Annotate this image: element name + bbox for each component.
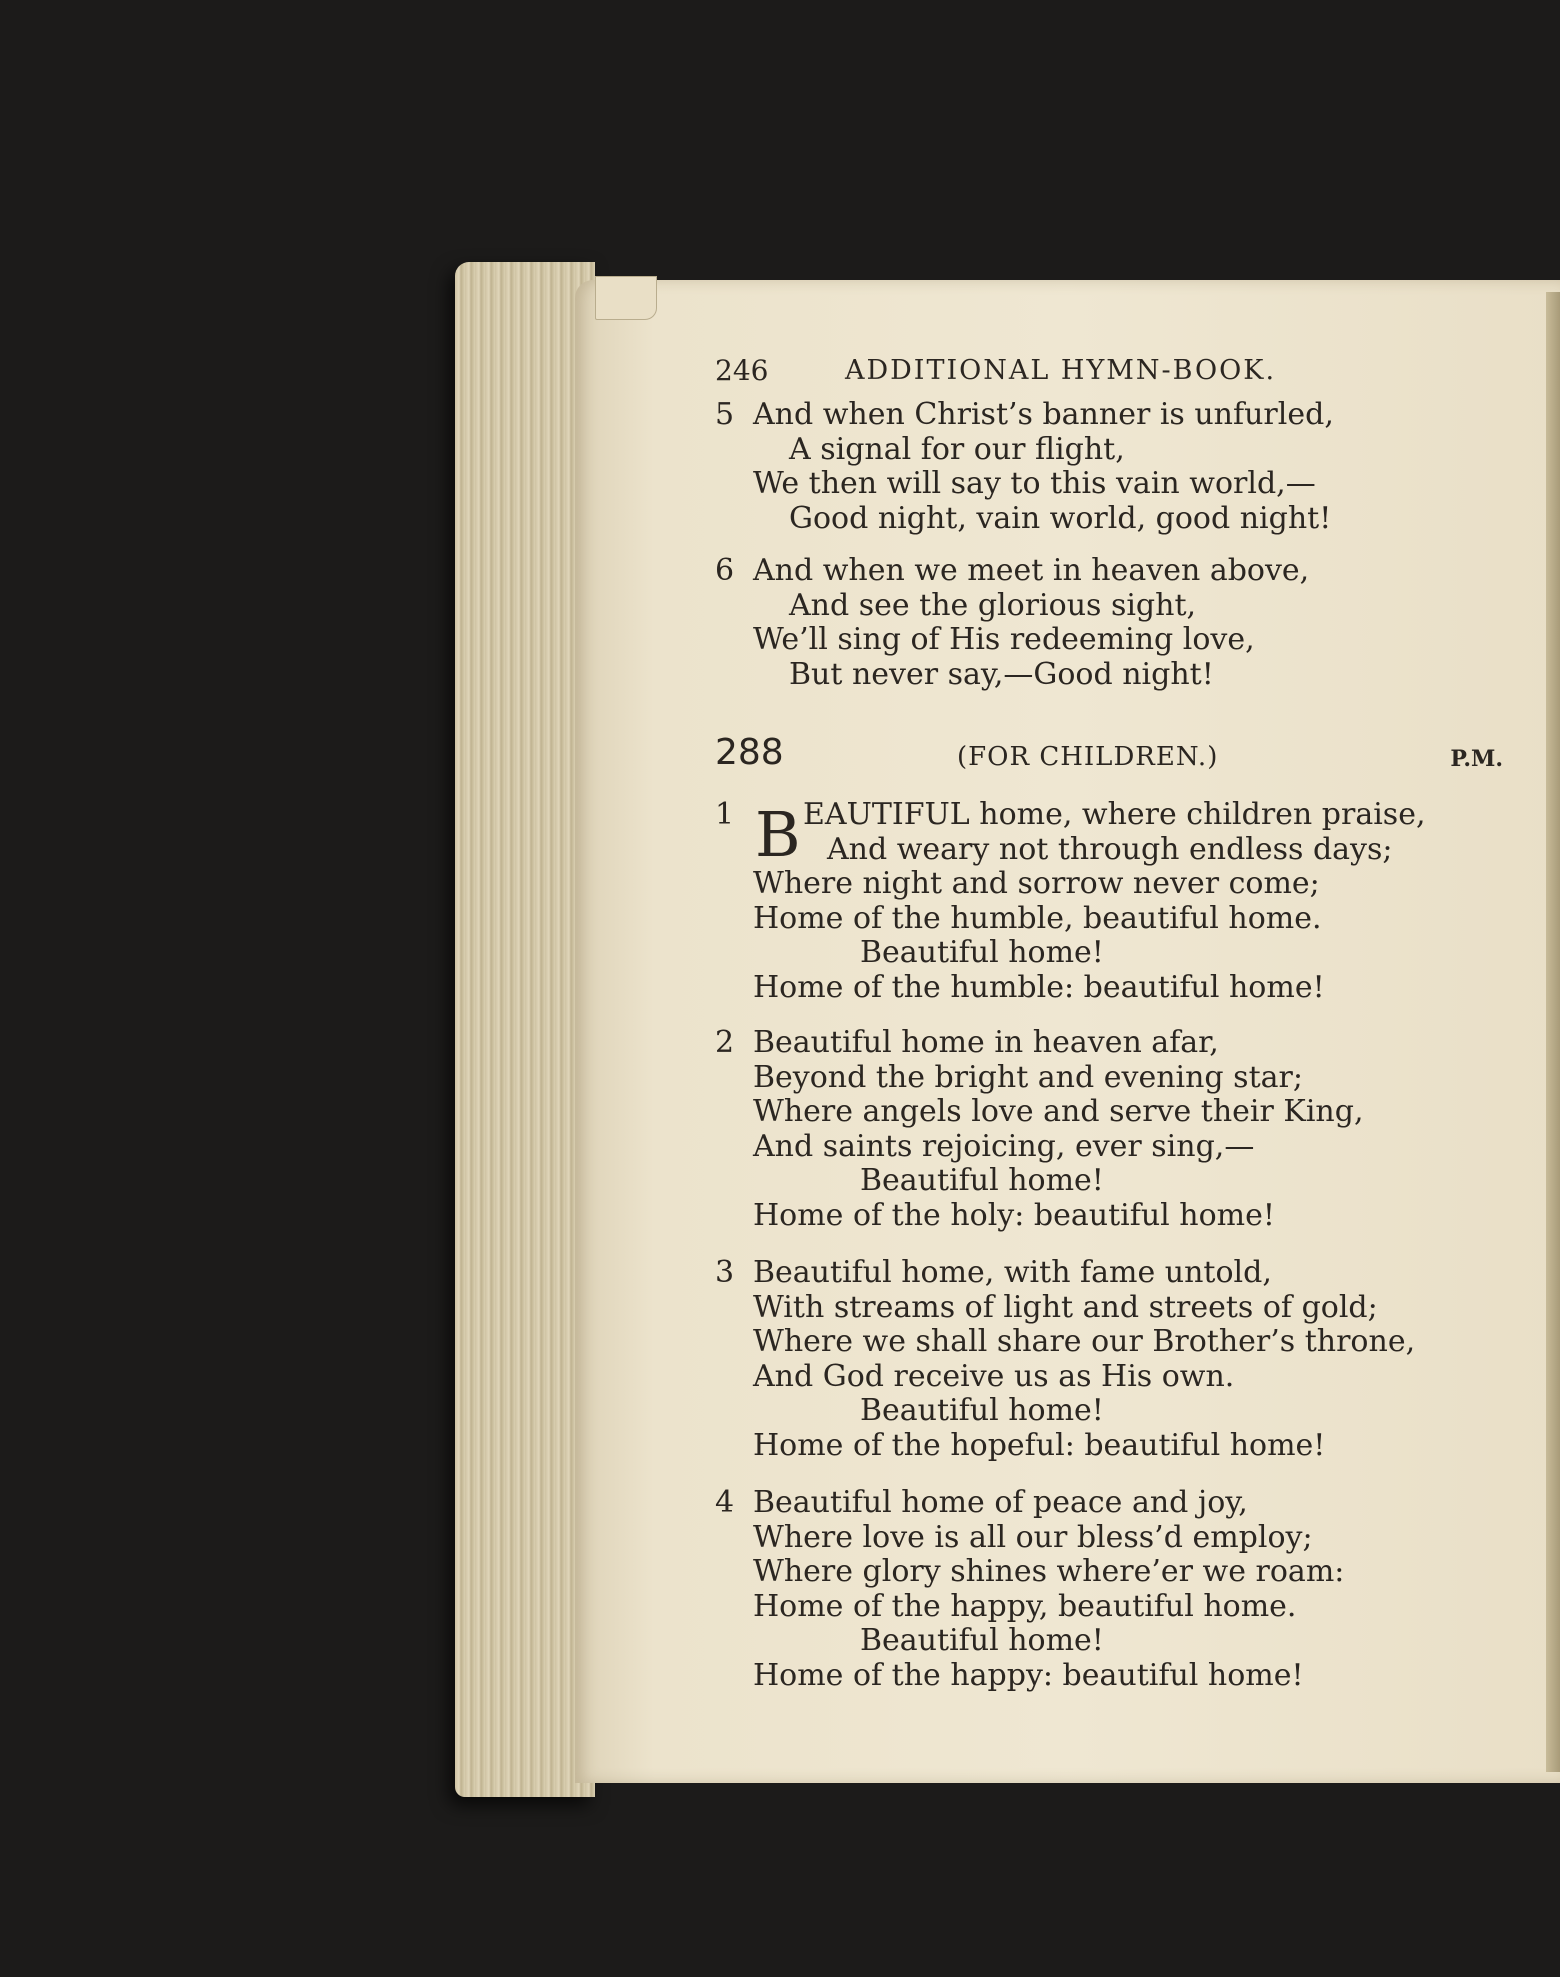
drop-cap: B — [755, 798, 801, 871]
verse-line: And weary not through endless days; — [827, 831, 1393, 867]
verse-line: And when we meet in heaven above, — [753, 553, 1310, 588]
verse-line: We then will say to this vain world,— — [753, 466, 1316, 501]
verse-refrain: Beautiful home! — [860, 1393, 1104, 1428]
running-title: ADDITIONAL HYMN-BOOK. — [845, 355, 1277, 386]
verse-line: We’ll sing of His redeeming love, — [753, 622, 1255, 657]
verse-line: Home of the humble, beautiful home. — [753, 900, 1322, 936]
hymn-stanza-1 — [715, 798, 1495, 1005]
verse-refrain: Beautiful home! — [860, 1163, 1104, 1198]
hymn-number: 288 — [715, 732, 784, 773]
verse-line: EAUTIFUL home, where children praise, — [803, 797, 1426, 832]
hymn-heading — [715, 732, 1503, 780]
verse-line: Home of the happy: beautiful home! — [753, 1657, 1304, 1693]
verse-refrain: Beautiful home! — [860, 935, 1104, 970]
verse-line: And saints rejoicing, ever sing,— — [753, 1128, 1255, 1164]
verse-line: Where we shall share our Brother’s throne, — [753, 1324, 1416, 1359]
verse-line: Where night and sorrow never come; — [753, 866, 1320, 901]
verse-line: Home of the hopeful: beautiful home! — [753, 1427, 1326, 1463]
prev-stanza-5 — [715, 398, 1495, 536]
verse-line: Beautiful home in heaven afar, — [753, 1025, 1219, 1060]
verse-line: Beyond the bright and evening star; — [753, 1059, 1303, 1095]
verse-line: And see the glorious sight, — [789, 587, 1197, 623]
hymn-stanza-2 — [715, 1026, 1495, 1233]
hymn-stanza-4 — [715, 1486, 1495, 1693]
hymn-stanza-3 — [715, 1256, 1495, 1463]
stanza-number: 1 — [715, 797, 735, 832]
page-header — [715, 350, 1495, 390]
gutter-edge — [1546, 292, 1560, 1772]
verse-line: With streams of light and streets of gold; — [753, 1289, 1378, 1325]
verse-line: But never say,—Good night! — [789, 656, 1214, 692]
verse-line: Beautiful home of peace and joy, — [753, 1485, 1248, 1520]
hymn-title: (FOR CHILDREN.) — [957, 742, 1219, 772]
verse-line: Where glory shines where’er we roam: — [753, 1554, 1345, 1589]
verse-line: Where angels love and serve their King, — [753, 1094, 1364, 1129]
stanza-number: 4 — [715, 1485, 735, 1520]
stanza-number: 6 — [715, 553, 735, 588]
stanza-number: 3 — [715, 1255, 735, 1290]
verse-line: Home of the humble: beautiful home! — [753, 969, 1325, 1005]
verse-line: A signal for our flight, — [789, 431, 1125, 467]
stanza-number: 2 — [715, 1025, 735, 1060]
verse-line: And when Christ’s banner is unfurled, — [753, 397, 1334, 432]
verse-line: And God receive us as His own. — [753, 1358, 1235, 1394]
verse-line: Where love is all our bless’d employ; — [753, 1519, 1313, 1555]
verse-line: Good night, vain world, good night! — [789, 500, 1332, 536]
dog-ear-corner — [595, 276, 657, 320]
stanza-number: 5 — [715, 397, 735, 432]
verse-line: Beautiful home, with fame untold, — [753, 1255, 1272, 1290]
verse-line: Home of the happy, beautiful home. — [753, 1588, 1297, 1624]
page-edges — [455, 262, 595, 1797]
hymn-meter: P.M. — [1450, 746, 1503, 772]
prev-stanza-6 — [715, 554, 1495, 692]
page-number: 246 — [715, 354, 769, 387]
verse-refrain: Beautiful home! — [860, 1623, 1104, 1658]
verse-line: Home of the holy: beautiful home! — [753, 1197, 1275, 1233]
